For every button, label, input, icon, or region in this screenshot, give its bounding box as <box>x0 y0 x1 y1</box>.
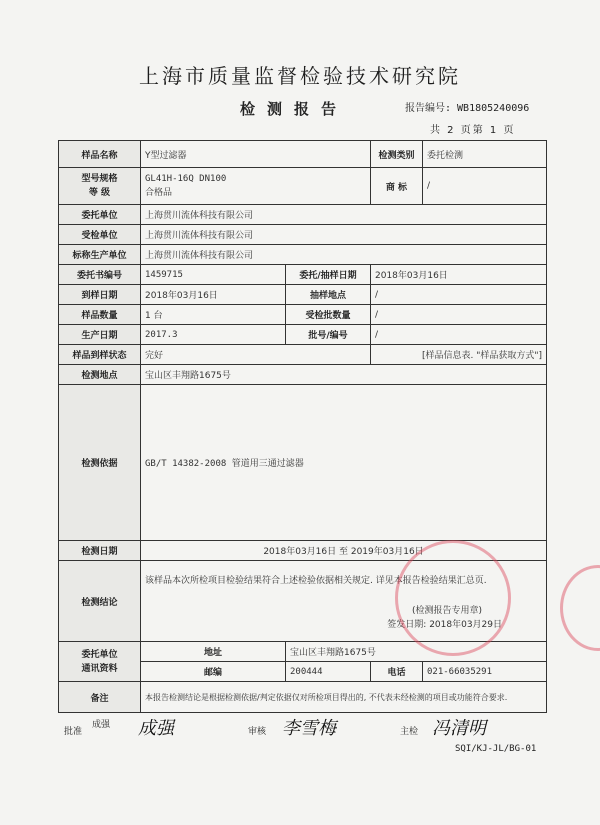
partial-seal-stamp <box>560 565 600 651</box>
approve-name: 成强 <box>92 720 111 730</box>
row-production <box>59 325 547 345</box>
row-arrival <box>59 285 547 305</box>
test-category-label: 检测类别 <box>371 141 423 168</box>
chief-label: 主检 <box>400 727 419 737</box>
contact-label <box>59 642 141 682</box>
report-title: 检测报告 <box>240 100 349 118</box>
brand-label: 商 标 <box>371 168 423 205</box>
sample-name-label: 样品名称 <box>59 141 141 168</box>
issue-date: 签发日期: 2018年03月29日 <box>387 620 502 630</box>
client-value: 上海贯川流体科技有限公司 <box>141 205 547 225</box>
brand-value: / <box>423 168 547 205</box>
test-category-value: 委托检测 <box>423 141 547 168</box>
sampling-date-value: 2018年03月16日 <box>371 265 547 285</box>
inspection-seal-stamp <box>395 540 511 656</box>
row-location <box>59 365 547 385</box>
batch-qty-label: 受检批数量 <box>286 305 371 325</box>
manufacturer-value: 上海贯川流体科技有限公司 <box>141 245 547 265</box>
page-count: 共 2 页第 1 页 <box>430 125 516 136</box>
batch-no-label: 批号/编号 <box>286 325 371 345</box>
report-number: 报告编号: WB1805240096 <box>405 103 530 114</box>
review-signature: 李雪梅 <box>282 718 336 739</box>
row-remark <box>59 682 547 713</box>
test-date-value: 2018年03月16日 至 2019年03月16日 <box>141 541 547 561</box>
state-note: [样品信息表. "样品获取方式"] <box>371 345 547 365</box>
order-no-label: 委托书编号 <box>59 265 141 285</box>
remark-label: 备注 <box>59 682 141 713</box>
row-client <box>59 205 547 225</box>
sampling-place-value: / <box>371 285 547 305</box>
sample-name-value: Y型过滤器 <box>141 141 371 168</box>
zip-value: 200444 <box>286 662 371 682</box>
basis-value: GB/T 14382-2008 管道用三通过滤器 <box>141 385 547 541</box>
institute-title: 上海市质量监督检验技术研究院 <box>139 64 461 88</box>
batch-no-value: / <box>371 325 547 345</box>
location-label: 检测地点 <box>59 365 141 385</box>
approve-signature: 成强 <box>138 718 174 739</box>
grade-value: 合格品 <box>145 188 173 198</box>
contact-label-line2: 通讯资料 <box>81 663 118 674</box>
model-label-line2: 等 级 <box>88 188 111 198</box>
row-inspected-unit <box>59 225 547 245</box>
conclusion-text: 该样品本次所检项目检验结果符合上述检验依据相关规定. 详见本报告检验结果汇总页. <box>145 576 487 586</box>
arrival-value: 2018年03月16日 <box>141 285 286 305</box>
remark-value: 本报告检测结论是根据检测依据/判定依据仅对所检项目得出的, 不代表未经检测的项目或功能符合要求. <box>141 682 547 713</box>
test-date-label: 检测日期 <box>59 541 141 561</box>
row-sample-name <box>59 141 547 168</box>
model-label-line1: 型号规格 <box>81 174 118 184</box>
quantity-label: 样品数量 <box>59 305 141 325</box>
form-code: SQI/KJ-JL/BG-01 <box>455 744 537 754</box>
client-label: 委托单位 <box>59 205 141 225</box>
state-label: 样品到样状态 <box>59 345 141 365</box>
quantity-value: 1 台 <box>141 305 286 325</box>
seal-note: (检测报告专用章) <box>411 606 482 616</box>
row-state <box>59 345 547 365</box>
row-order-no <box>59 265 547 285</box>
contact-label-line1: 委托单位 <box>81 649 118 660</box>
inspected-unit-label: 受检单位 <box>59 225 141 245</box>
production-date-label: 生产日期 <box>59 325 141 345</box>
chief-signature: 冯清明 <box>432 718 486 739</box>
row-model <box>59 168 547 205</box>
row-quantity <box>59 305 547 325</box>
zip-label: 邮编 <box>141 662 286 682</box>
review-label: 审核 <box>248 727 267 737</box>
basis-label: 检测依据 <box>59 385 141 541</box>
arrival-label: 到样日期 <box>59 285 141 305</box>
tel-value: 021-66035291 <box>423 662 547 682</box>
batch-qty-value: / <box>371 305 547 325</box>
production-date-value: 2017.3 <box>141 325 286 345</box>
sampling-place-label: 抽样地点 <box>286 285 371 305</box>
row-basis <box>59 385 547 541</box>
location-value: 宝山区丰翔路1675号 <box>141 365 547 385</box>
model-label <box>59 168 141 205</box>
address-value: 宝山区丰翔路1675号 <box>286 642 547 662</box>
sampling-date-label: 委托/抽样日期 <box>286 265 371 285</box>
order-no-value: 1459715 <box>141 265 286 285</box>
manufacturer-label: 标称生产单位 <box>59 245 141 265</box>
address-label: 地址 <box>141 642 286 662</box>
model-spec-value: GL41H-16Q DN100 <box>145 174 227 184</box>
model-value <box>141 168 371 205</box>
conclusion-label: 检测结论 <box>59 561 141 642</box>
inspected-unit-value: 上海贯川流体科技有限公司 <box>141 225 547 245</box>
tel-label: 电话 <box>371 662 423 682</box>
row-manufacturer <box>59 245 547 265</box>
approve-label: 批准 <box>64 727 83 737</box>
state-value: 完好 <box>141 345 371 365</box>
